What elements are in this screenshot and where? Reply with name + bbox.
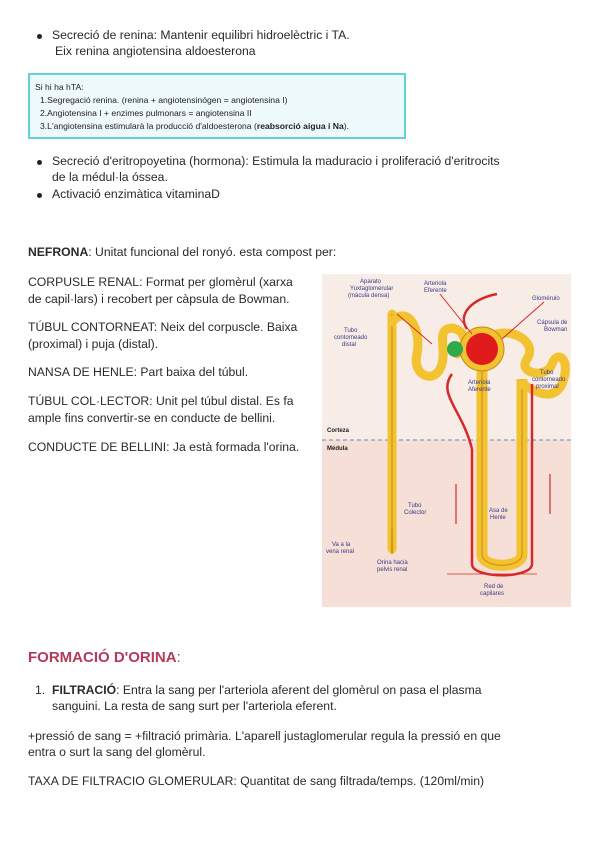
colector-line-2: ample fins convertir-se en conducte de bellini. xyxy=(28,411,276,425)
eritro-line-1: Secreció d'eritropoyetina (hormona): Estimula la maduracio i proliferació d'eritrocits xyxy=(52,154,500,168)
label-medula: Médula xyxy=(327,446,348,452)
filtracio-rest: : Entra la sang per l'arteriola aferent del glomèrul on pasa el plasma xyxy=(116,683,482,697)
label-aparato-3: (mácula densa) xyxy=(348,293,390,299)
nephron-diagram xyxy=(322,274,571,607)
label-distal-2: contorneado xyxy=(334,335,368,341)
label-red-1: Red de xyxy=(484,584,504,590)
nefrona-rest: : Unitat funcional del ronyó. esta compost per: xyxy=(88,245,337,259)
tubul-line-2: (proximal) i puja (distal). xyxy=(28,337,159,351)
label-orina-1: Orina hacia xyxy=(377,560,408,566)
corpuscle-line-2: de capil·lars) i recobert per càpsula de Bowman. xyxy=(28,292,290,306)
filtracio-line-2: sanguini. La resta de sang surt per l'arteriola eferent. xyxy=(52,699,337,713)
label-distal-3: distal xyxy=(342,342,357,348)
label-asa-2: Henle xyxy=(490,515,506,521)
label-colector-1: Tubo xyxy=(408,503,422,509)
filtracio-bold: FILTRACIÓ xyxy=(52,683,117,697)
label-eferente-2: Eferente xyxy=(424,288,447,294)
formacio-title-colon: : xyxy=(176,649,181,666)
label-asa-1: Asa de xyxy=(489,508,508,514)
macula-densa xyxy=(447,341,463,357)
label-distal-1: Tubo xyxy=(344,328,358,334)
label-eferente-1: Arteriola xyxy=(424,281,447,287)
glomerulus xyxy=(466,333,498,365)
bullet-dot xyxy=(37,34,42,39)
label-aparato-2: Yuxtaglomerular xyxy=(350,286,394,292)
taxa-line: TAXA DE FILTRACIO GLOMERULAR: Quantitat de sang filtrada/temps. (120ml/min) xyxy=(28,774,485,788)
nefrona-bold: NEFRONA xyxy=(28,245,89,259)
medulla-area xyxy=(322,440,571,607)
label-glomerulo: Glomérulo xyxy=(532,296,560,302)
label-capsula-2: Bowman xyxy=(544,327,568,333)
corpuscle-line-1: CORPUSLE RENAL: Format per glomèrul (xarxa xyxy=(28,275,293,289)
formacio-title-text: FORMACIÓ D'ORINA xyxy=(28,649,177,666)
box-item-2: 2.Angiotensina I + enzimes pulmonars = angiotensina II xyxy=(40,108,252,118)
colector-line-1: TÚBUL COL·LECTOR: Unit pel túbul distal. Es fa xyxy=(28,394,294,408)
label-corteza: Corteza xyxy=(327,428,350,434)
label-aferente-1: Arteriola xyxy=(468,380,491,386)
bullet-dot xyxy=(37,160,42,165)
label-proximal-1: Tubo xyxy=(540,370,554,376)
label-orina-2: pelvis renal xyxy=(377,567,408,573)
label-colector-2: Colector xyxy=(404,510,427,516)
box-item-1: 1.Segregació renina. (renina + angiotensinógen = angiotensina I) xyxy=(40,95,288,105)
box-item-3-pre: 3.L'angiotensina estimularà la producció d'aldoesterona ( xyxy=(40,121,257,131)
label-vena-2: vena renal xyxy=(326,549,355,555)
label-aparato-1: Aparato xyxy=(360,279,382,285)
formacio-title xyxy=(28,649,181,666)
label-proximal-3: proximal xyxy=(536,384,559,390)
renina-line-2: Eix renina angiotensina aldoesterona xyxy=(55,44,256,58)
eritro-line-2: de la médul·la óssea. xyxy=(52,170,168,184)
pressio-line-1: +pressió de sang = +filtració primària. L'aparell justaglomerular regula la pressió en que xyxy=(28,729,501,743)
bellini-line: CONDUCTE DE BELLINI: Ja està formada l'orina. xyxy=(28,440,300,454)
filtracio-number: 1. xyxy=(35,683,46,697)
vitd-line: Activació enzimàtica vitaminaD xyxy=(52,187,220,201)
pressio-line-2: entra o surt la sang del glomèrul. xyxy=(28,745,206,759)
hta-info-box xyxy=(28,73,406,139)
tubul-line-1: TÚBUL CONTORNEAT: Neix del corpuscle. Baixa xyxy=(28,320,298,334)
label-aferente-2: Aferente xyxy=(468,387,491,393)
bullet-dot xyxy=(37,193,42,198)
label-vena-1: Va a la xyxy=(332,542,351,548)
nansa-line: NANSA DE HENLE: Part baixa del túbul. xyxy=(28,365,249,379)
filtracio-line-1 xyxy=(52,682,482,699)
nefrona-heading xyxy=(28,244,336,261)
box-item-3-bold: reabsorció aigua i Na xyxy=(256,121,344,131)
box-item-3-post: ). xyxy=(343,121,350,131)
label-red-2: capilares xyxy=(480,591,505,597)
efferent-arteriole xyxy=(464,294,497,329)
label-proximal-2: contorneado xyxy=(532,377,566,383)
nephron-svg xyxy=(322,274,571,607)
box-item-3 xyxy=(40,121,349,132)
renina-line-1: Secreció de renina: Mantenir equilibri hidroelèctric i TA. xyxy=(52,28,350,42)
box-title: Si hi ha hTA: xyxy=(35,82,84,92)
label-capsula-1: Cápsula de xyxy=(537,320,568,326)
